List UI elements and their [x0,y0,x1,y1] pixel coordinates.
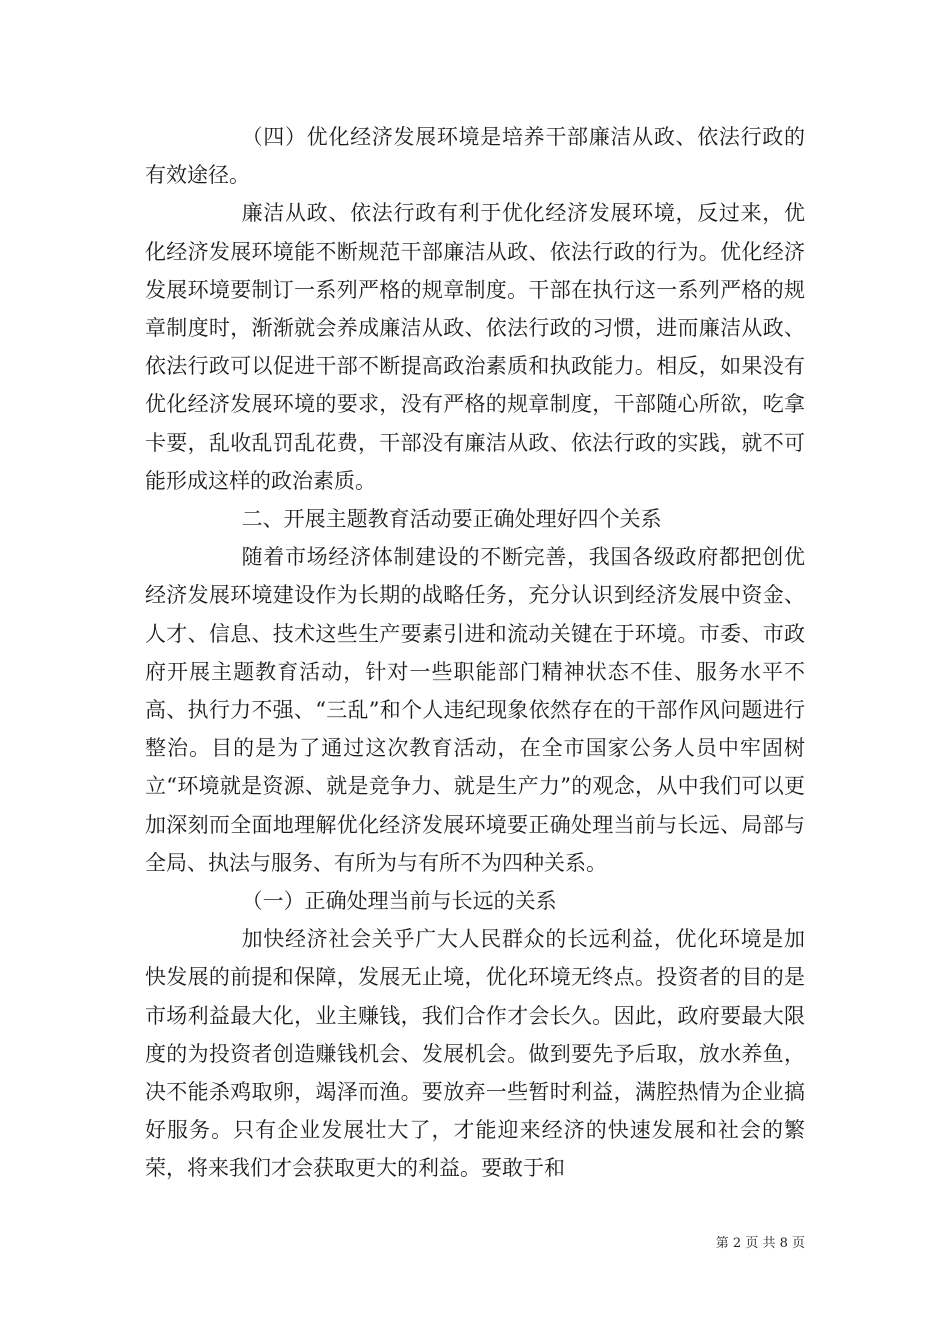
body-text [145,118,805,1188]
paragraph-market-economy: 随着市场经济体制建设的不断完善，我国各级政府都把创优经济发展环境建设作为长期的战略任务，充分认识到经济发展中资金、人才、信息、技术这些生产要素引进和流动关键在于环境。市委、市政府开展主题教育活动，针对一些职能部门精神状态不佳、服务水平不高、执行力不强、“三乱”和个人违纪现象依然存在的干部作风问题进行整治。目的是为了通过这次教育活动，在全市国家公务人员中牢固树立“环境就是资源、就是竞争力、就是生产力”的观念，从中我们可以更加深刻而全面地理解优化经济发展环境要正确处理当前与长远、局部与全局、执法与服务、有所为与有所不为四种关系。 [145,545,805,875]
section-heading-one: （一）正确处理当前与长远的关系 [241,889,557,914]
page-number: 第 2 页 共 8 页 [715,1236,805,1251]
paragraph-clean-governance: 廉洁从政、依法行政有利于优化经济发展环境，反过来，优化经济发展环境能不断规范干部廉洁从政、依法行政的行为。优化经济发展环境要制订一系列严格的规章制度。干部在执行这一系列严格的规章制度时，渐渐就会养成廉洁从政、依法行政的习惯，进而廉洁从政、依法行政可以促进干部不断提高政治素质和执政能力。相反，如果没有优化经济发展环境的要求，没有严格的规章制度，干部随心所欲，吃拿卡要，乱收乱罚乱花费，干部没有廉洁从政、依法行政的实践，就不可能形成这样的政治素质。 [145,201,805,493]
section-heading-four: （四）优化经济发展环境是培养干部廉洁从政、依法行政的有效途径。 [145,125,805,188]
section-heading-two: 二、开展主题教育活动要正确处理好四个关系 [241,507,662,532]
paragraph-current-long-term: 加快经济社会关乎广大人民群众的长远利益，优化环境是加快发展的前提和保障，发展无止境，优化环境无终点。投资者的目的是市场利益最大化，业主赚钱，我们合作才会长久。因此，政府要最大限度的为投资者创造赚钱机会、发展机会。做到要先予后取，放水养鱼，决不能杀鸡取卵，竭泽而渔。要放弃一些暂时利益，满腔热情为企业搞好服务。只有企业发展壮大了，才能迎来经济的快速发展和社会的繁荣，将来我们才会获取更大的利益。要敢于和 [145,927,805,1181]
